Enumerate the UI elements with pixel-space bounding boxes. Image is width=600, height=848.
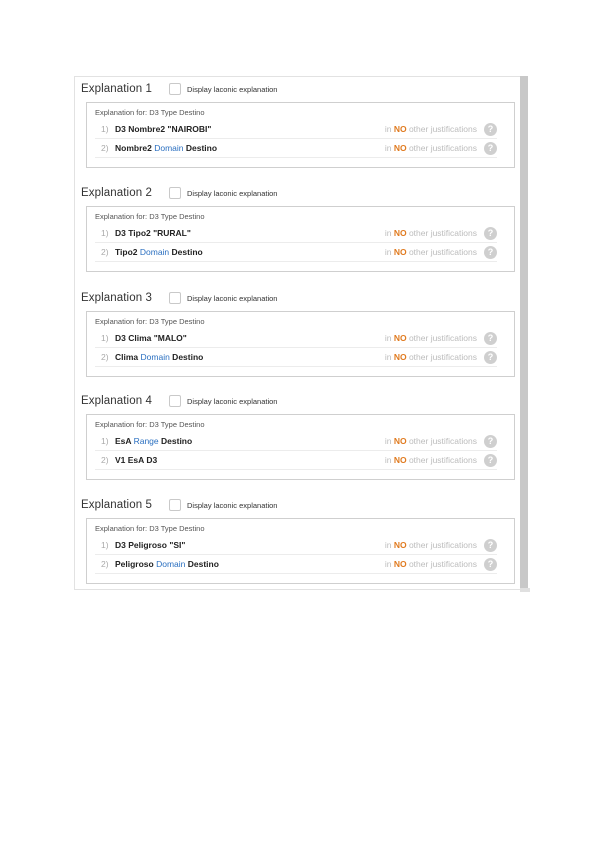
axiom-number: 1) xyxy=(101,333,109,343)
justification-no: NO xyxy=(393,559,407,569)
axiom-list xyxy=(95,329,514,367)
axiom-text xyxy=(115,143,385,153)
axiom-term: Destino xyxy=(185,559,219,569)
axiom-term: Destino xyxy=(158,436,193,446)
justification-suffix: other justifications xyxy=(406,436,477,446)
axiom-term: D3 Clima "MALO" xyxy=(115,333,187,343)
question-mark-icon[interactable]: ? xyxy=(484,332,497,345)
axiom-term: D3 Peligroso "SI" xyxy=(115,540,186,550)
axiom-list xyxy=(95,120,514,158)
justification-no: NO xyxy=(393,540,407,550)
axiom-term: Nombre2 xyxy=(115,143,155,153)
axiom-keyword: Domain xyxy=(156,559,186,569)
axiom-row xyxy=(95,451,497,470)
vertical-scrollbar[interactable] xyxy=(520,76,528,588)
justification-suffix: other justifications xyxy=(406,228,477,238)
laconic-label[interactable]: Display laconic explanation xyxy=(187,396,278,406)
justification-no: NO xyxy=(393,247,407,257)
explanation-for: Explanation for: D3 Type Destino xyxy=(95,212,205,221)
scrollbar-corner xyxy=(520,588,530,592)
axiom-term: Destino xyxy=(169,247,203,257)
axiom-number: 1) xyxy=(101,436,109,446)
justification-prefix: in xyxy=(384,247,394,257)
justification-prefix: in xyxy=(384,333,394,343)
axiom-term: Destino xyxy=(183,143,218,153)
question-mark-icon[interactable]: ? xyxy=(484,227,497,240)
axiom-term: D3 Nombre2 "NAIROBI" xyxy=(115,124,212,134)
justification-prefix: in xyxy=(384,436,394,446)
justification-prefix: in xyxy=(384,124,394,134)
axiom-text xyxy=(115,352,385,362)
explanation-box xyxy=(86,206,515,272)
justification-text xyxy=(385,247,477,257)
explanation-title: Explanation 5 xyxy=(81,499,152,511)
axiom-row xyxy=(95,224,497,243)
justification-prefix: in xyxy=(384,455,394,465)
explanation-title: Explanation 4 xyxy=(81,395,152,407)
explanation-box xyxy=(86,311,515,377)
laconic-label[interactable]: Display laconic explanation xyxy=(187,188,278,198)
justification-no: NO xyxy=(393,436,407,446)
axiom-text xyxy=(115,436,385,446)
explanation-block-2 xyxy=(81,183,517,272)
question-mark-icon[interactable]: ? xyxy=(484,351,497,364)
explanation-title: Explanation 1 xyxy=(81,83,152,95)
justification-suffix: other justifications xyxy=(406,333,477,343)
justification-suffix: other justifications xyxy=(406,540,477,550)
question-mark-icon[interactable]: ? xyxy=(484,123,497,136)
axiom-text xyxy=(115,559,385,569)
axiom-row xyxy=(95,348,497,367)
explanation-block-3 xyxy=(81,288,517,377)
axiom-number: 1) xyxy=(101,228,109,238)
explanation-box xyxy=(86,102,515,168)
axiom-keyword: Domain xyxy=(140,352,170,362)
laconic-checkbox[interactable] xyxy=(169,395,181,407)
question-mark-icon[interactable]: ? xyxy=(484,142,497,155)
explanation-title: Explanation 3 xyxy=(81,292,152,304)
justification-prefix: in xyxy=(384,540,394,550)
axiom-row xyxy=(95,555,497,574)
question-mark-icon[interactable]: ? xyxy=(484,435,497,448)
justification-suffix: other justifications xyxy=(406,124,477,134)
axiom-list xyxy=(95,224,514,262)
axiom-number: 1) xyxy=(101,540,109,550)
axiom-term: Destino xyxy=(169,352,204,362)
axiom-text xyxy=(115,455,385,465)
question-mark-icon[interactable]: ? xyxy=(484,539,497,552)
justification-no: NO xyxy=(393,124,407,134)
explanation-panel xyxy=(74,76,521,590)
justification-text xyxy=(385,436,477,446)
justification-no: NO xyxy=(393,333,407,343)
explanation-for: Explanation for: D3 Type Destino xyxy=(95,524,205,533)
explanation-header xyxy=(81,183,517,203)
explanation-header xyxy=(81,495,517,515)
explanation-header xyxy=(81,288,517,308)
axiom-term: Tipo2 xyxy=(115,247,140,257)
justification-prefix: in xyxy=(384,559,394,569)
axiom-text xyxy=(115,247,385,257)
laconic-label[interactable]: Display laconic explanation xyxy=(187,84,278,94)
axiom-row xyxy=(95,432,497,451)
justification-no: NO xyxy=(393,228,407,238)
laconic-checkbox[interactable] xyxy=(169,292,181,304)
justification-text xyxy=(385,228,477,238)
explanation-block-5 xyxy=(81,495,517,584)
explanation-box xyxy=(86,414,515,480)
axiom-keyword: Domain xyxy=(154,143,184,153)
laconic-label[interactable]: Display laconic explanation xyxy=(187,500,278,510)
explanation-box xyxy=(86,518,515,584)
axiom-number: 2) xyxy=(101,455,109,465)
justification-no: NO xyxy=(393,352,407,362)
axiom-text xyxy=(115,124,385,134)
axiom-list xyxy=(95,432,514,470)
axiom-text xyxy=(115,228,385,238)
axiom-list xyxy=(95,536,514,574)
justification-text xyxy=(385,143,477,153)
axiom-term: V1 EsA D3 xyxy=(115,455,158,465)
justification-text xyxy=(385,352,477,362)
justification-prefix: in xyxy=(384,352,394,362)
question-mark-icon[interactable]: ? xyxy=(484,558,497,571)
justification-text xyxy=(385,559,477,569)
axiom-term: Clima xyxy=(115,352,141,362)
axiom-number: 2) xyxy=(101,247,109,257)
explanation-block-1 xyxy=(81,79,517,168)
laconic-checkbox[interactable] xyxy=(169,499,181,511)
justification-prefix: in xyxy=(384,143,394,153)
axiom-row xyxy=(95,139,497,158)
axiom-row xyxy=(95,243,497,262)
justification-suffix: other justifications xyxy=(406,559,477,569)
axiom-keyword: Domain xyxy=(139,247,170,257)
laconic-checkbox[interactable] xyxy=(169,187,181,199)
explanation-for: Explanation for: D3 Type Destino xyxy=(95,420,205,429)
explanation-header xyxy=(81,79,517,99)
question-mark-icon[interactable]: ? xyxy=(484,454,497,467)
axiom-text xyxy=(115,540,385,550)
justification-suffix: other justifications xyxy=(406,143,477,153)
axiom-term: EsA xyxy=(115,436,134,446)
explanation-block-4 xyxy=(81,391,517,480)
justification-suffix: other justifications xyxy=(406,247,477,257)
laconic-checkbox[interactable] xyxy=(169,83,181,95)
justification-prefix: in xyxy=(384,228,394,238)
explanation-header xyxy=(81,391,517,411)
axiom-number: 2) xyxy=(101,559,109,569)
axiom-row xyxy=(95,329,497,348)
axiom-number: 2) xyxy=(101,352,109,362)
axiom-term: Peligroso xyxy=(115,559,157,569)
justification-no: NO xyxy=(393,143,407,153)
justification-text xyxy=(385,540,477,550)
axiom-number: 1) xyxy=(101,124,109,134)
justification-no: NO xyxy=(393,455,407,465)
axiom-keyword: Range xyxy=(133,436,159,446)
axiom-text xyxy=(115,333,385,343)
justification-suffix: other justifications xyxy=(406,352,477,362)
explanation-for: Explanation for: D3 Type Destino xyxy=(95,317,205,326)
question-mark-icon[interactable]: ? xyxy=(484,246,497,259)
justification-suffix: other justifications xyxy=(406,455,477,465)
explanation-for: Explanation for: D3 Type Destino xyxy=(95,108,205,117)
justification-text xyxy=(385,333,477,343)
axiom-term: D3 Tipo2 "RURAL" xyxy=(115,228,191,238)
axiom-row xyxy=(95,536,497,555)
justification-text xyxy=(385,124,477,134)
justification-text xyxy=(385,455,477,465)
explanation-title: Explanation 2 xyxy=(81,187,152,199)
axiom-row xyxy=(95,120,497,139)
axiom-number: 2) xyxy=(101,143,109,153)
laconic-label[interactable]: Display laconic explanation xyxy=(187,293,278,303)
